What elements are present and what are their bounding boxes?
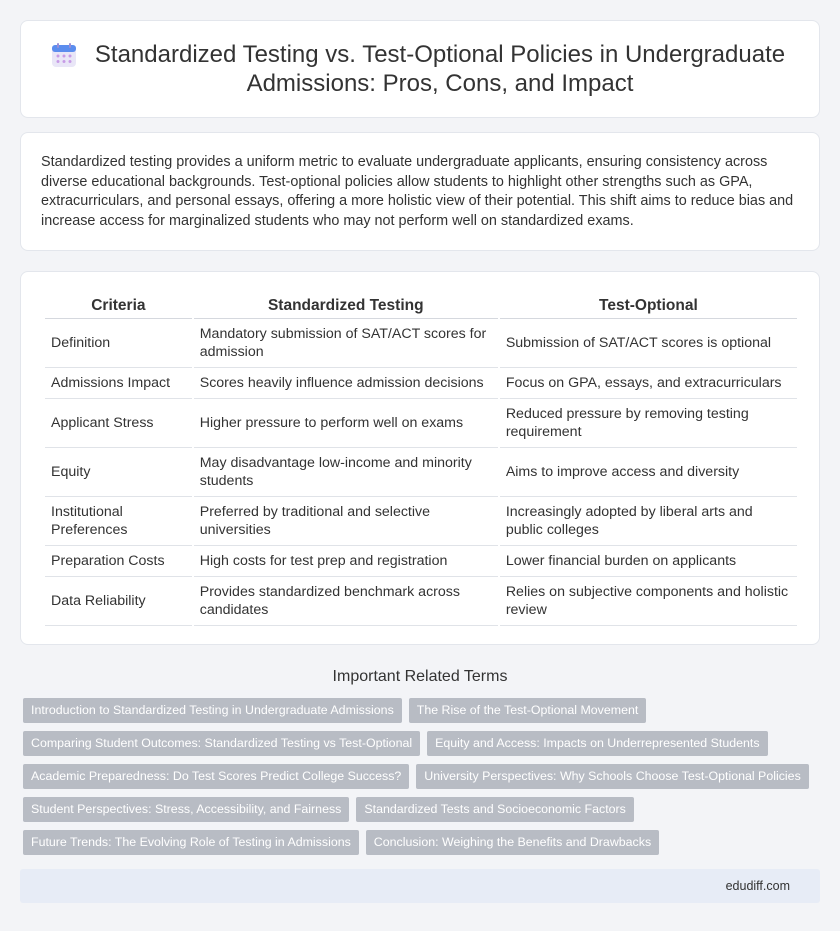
- header-standardized-testing: Standardized Testing: [194, 294, 498, 319]
- table-cell-test-optional: Relies on subjective components and holistic review: [500, 577, 797, 626]
- table-cell-criteria: Applicant Stress: [45, 399, 192, 448]
- table-cell-standardized: Provides standardized benchmark across candidates: [194, 577, 498, 626]
- header-criteria: Criteria: [45, 294, 192, 319]
- table-cell-criteria: Preparation Costs: [45, 546, 192, 577]
- table-row: [45, 448, 797, 497]
- table-row: [45, 577, 797, 626]
- table-cell-test-optional: Focus on GPA, essays, and extracurriculars: [500, 368, 797, 399]
- related-term-link[interactable]: Introduction to Standardized Testing in Undergraduate Admissions: [23, 698, 402, 723]
- table-cell-criteria: Admissions Impact: [45, 368, 192, 399]
- related-term-link[interactable]: Comparing Student Outcomes: Standardized Testing vs Test-Optional: [23, 731, 420, 756]
- table-cell-standardized: Preferred by traditional and selective universities: [194, 497, 498, 546]
- table-row: [45, 368, 797, 399]
- table-cell-standardized: High costs for test prep and registration: [194, 546, 498, 577]
- table-cell-criteria: Institutional Preferences: [45, 497, 192, 546]
- table-cell-standardized: Mandatory submission of SAT/ACT scores for admission: [194, 319, 498, 368]
- related-term-link[interactable]: The Rise of the Test-Optional Movement: [409, 698, 647, 723]
- footer: [20, 869, 820, 903]
- table-header-row: [45, 294, 797, 319]
- intro-card: [20, 132, 820, 251]
- header-test-optional: Test-Optional: [500, 294, 797, 319]
- related-term-link[interactable]: Equity and Access: Impacts on Underrepresented Students: [427, 731, 767, 756]
- table-row: [45, 546, 797, 577]
- related-term-link[interactable]: Academic Preparedness: Do Test Scores Predict College Success?: [23, 764, 409, 789]
- intro-text: Standardized testing provides a uniform metric to evaluate undergraduate applicants, ensuring consistency across diverse educational backgrounds. Test-optional policies allow students to highlight other strengths such as GPA, extracurriculars, and personal essays, offering a more holistic view of their potential. This shift aims to reduce bias and increase access for marginalized students who may not perform well on standardized exams.: [41, 154, 794, 229]
- table-row: [45, 497, 797, 546]
- related-term-link[interactable]: Student Perspectives: Stress, Accessibility, and Fairness: [23, 797, 349, 822]
- table-row: [45, 399, 797, 448]
- table-cell-standardized: Scores heavily influence admission decisions: [194, 368, 498, 399]
- table-cell-standardized: May disadvantage low-income and minority students: [194, 448, 498, 497]
- related-term-link[interactable]: Standardized Tests and Socioeconomic Factors: [356, 797, 634, 822]
- related-term-link[interactable]: Conclusion: Weighing the Benefits and Drawbacks: [366, 830, 659, 855]
- table-cell-test-optional: Lower financial burden on applicants: [500, 546, 797, 577]
- header-card: [20, 20, 820, 118]
- comparison-table-card: [20, 271, 820, 645]
- table-cell-criteria: Definition: [45, 319, 192, 368]
- page-title: Standardized Testing vs. Test-Optional Policies in Undergraduate Admissions: Pros, Cons, and Impact: [94, 41, 786, 97]
- table-row: [45, 319, 797, 368]
- title-wrap: [51, 40, 789, 98]
- comparison-table: [43, 294, 799, 626]
- table-cell-standardized: Higher pressure to perform well on exams: [194, 399, 498, 448]
- calendar-icon: [51, 42, 77, 68]
- footer-site-link[interactable]: edudiff.com: [725, 879, 790, 893]
- related-term-link[interactable]: Future Trends: The Evolving Role of Testing in Admissions: [23, 830, 359, 855]
- related-terms-title: Important Related Terms: [332, 668, 508, 685]
- related-terms-list: [23, 698, 820, 855]
- table-cell-test-optional: Submission of SAT/ACT scores is optional: [500, 319, 797, 368]
- table-cell-test-optional: Aims to improve access and diversity: [500, 448, 797, 497]
- table-cell-criteria: Equity: [45, 448, 192, 497]
- table-cell-test-optional: Increasingly adopted by liberal arts and public colleges: [500, 497, 797, 546]
- table-cell-criteria: Data Reliability: [45, 577, 192, 626]
- table-cell-test-optional: Reduced pressure by removing testing requirement: [500, 399, 797, 448]
- related-term-link[interactable]: University Perspectives: Why Schools Choose Test-Optional Policies: [416, 764, 808, 789]
